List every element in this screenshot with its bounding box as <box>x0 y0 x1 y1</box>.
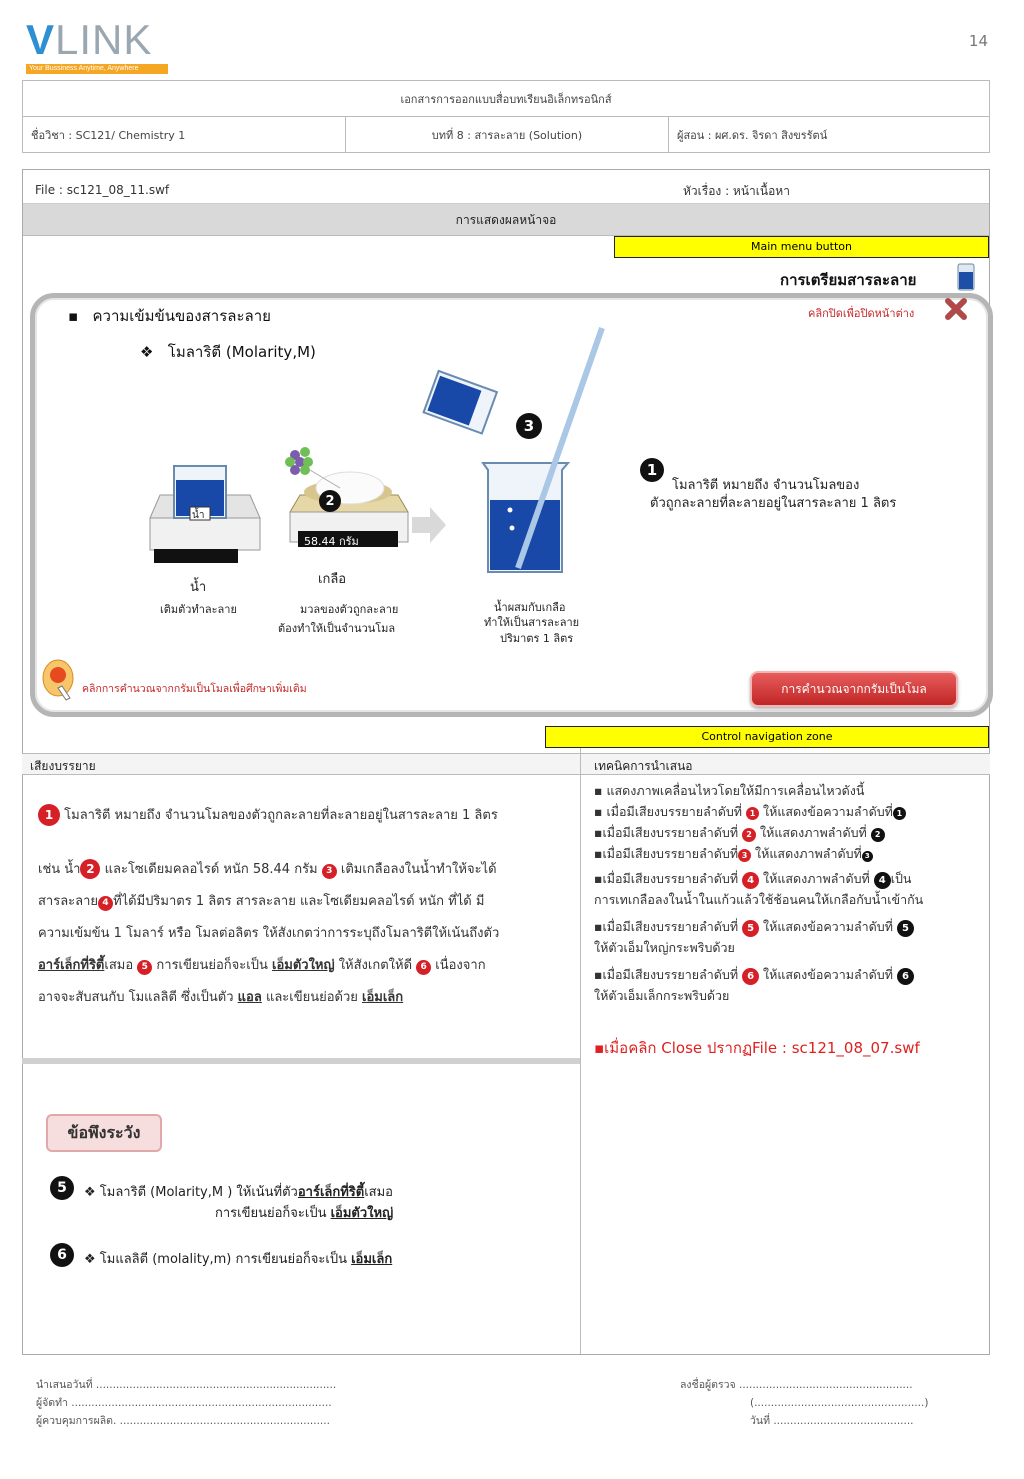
warn-w1d: การเขียนย่อก็จะเป็น <box>215 1206 331 1221</box>
narr-p2a: เช่น น้ำ <box>38 862 81 877</box>
logo-tagline: Your Bussiness Anytime, Anywhere <box>26 64 168 74</box>
narr-p5b: เสมอ <box>104 958 138 973</box>
tech-num-5b: 5 <box>897 920 914 937</box>
marker-3: 3 <box>516 413 542 439</box>
narr-p5f: เนื่องจาก <box>431 958 486 973</box>
narr-num-2: 2 <box>80 859 100 879</box>
display-label: การแสดงผลหน้าจอ <box>23 204 989 236</box>
narration-heading: เสียงบรรยาย <box>30 759 96 773</box>
technique-text <box>594 780 986 1059</box>
salt-label: เกลือ <box>318 572 347 587</box>
footer-r3: วันที่ .......................................... <box>750 1415 914 1427</box>
salt-desc-1: มวลของตัวถูกละลาย <box>300 603 399 616</box>
water-tag: น้ำ <box>192 510 205 521</box>
water-label: น้ำ <box>190 580 207 595</box>
instructor-cell: ผู้สอน : ผศ.ดร. จิรดา สิงขรรัตน์ <box>669 117 990 153</box>
vlink-logo <box>26 18 176 76</box>
footer-right <box>680 1376 928 1430</box>
control-nav-label: Control navigation zone <box>545 726 989 748</box>
narr-p6c: และเขียนย่อด้วย <box>261 990 363 1005</box>
warn-w2a: ❖ โมแลลิตี (molality,m) การเขียนย่อก็จะเป็น <box>84 1252 352 1267</box>
warn-w1c: เสมอ <box>364 1185 393 1200</box>
narr-num-1: 1 <box>38 804 60 826</box>
mix-desc-1: น้ำผสมกับเกลือ <box>494 601 566 614</box>
tech-t5c: เป็น <box>890 871 912 886</box>
footer-f3: ผู้ควบคุมการผลิต. ............................................................... <box>36 1415 330 1427</box>
marker-1: 1 <box>640 458 664 482</box>
narr-num-4: 4 <box>98 896 113 911</box>
doc-title: เอกสารการออกแบบสื่อบทเรียนอิเล็กทรอนิกส์ <box>23 81 990 117</box>
file-row <box>23 170 989 204</box>
footer-f2: ผู้จัดทำ .............................................................................. <box>36 1397 332 1409</box>
tech-num-3b: 3 <box>862 851 873 862</box>
tech-t2a: ▪ เมื่อมีเสียงบรรยายลำดับที่ <box>594 804 747 819</box>
page-number: 14 <box>968 32 988 50</box>
narr-p5c: การเขียนย่อก็จะเป็น <box>152 958 272 973</box>
columns-header <box>22 753 990 775</box>
narr-num-6: 6 <box>416 960 431 975</box>
close-hint: คลิกปิดเพื่อปิดหน้าต่าง <box>808 307 915 320</box>
mix-desc-3: ปริมาตร 1 ลิตร <box>500 632 574 645</box>
beaker-title-icon <box>955 262 977 292</box>
header-table <box>22 80 990 153</box>
topic: หัวเรื่อง : หน้าเนื้อหา <box>683 184 790 198</box>
logo-word: LINK <box>55 16 153 63</box>
narr-p5e: ให้สังเกตให้ดี <box>334 958 417 973</box>
footer-r2: (...................................................) <box>750 1397 929 1409</box>
footer-f1: นำเสนอวันที่ ........................................................................ <box>36 1379 337 1391</box>
tech-num-2: 2 <box>742 828 756 842</box>
tech-t3a: ▪เมื่อมีเสียงบรรยายลำดับที่ <box>594 825 743 840</box>
definition-line-1: โมลาริตี หมายถึง จำนวนโมลของ <box>672 478 860 493</box>
calc-hint[interactable]: คลิกการคำนวณจากกรัมเป็นโมลเพื่อศึกษาเพิ่มเติม <box>82 683 307 695</box>
footer-r1: ลงชื่อผู้ตรวจ .................................................... <box>680 1379 913 1391</box>
main-menu-label: Main menu button <box>614 236 989 258</box>
tech-t4a: ▪เมื่อมีเสียงบรรยายลำดับที่ <box>594 846 739 861</box>
tech-t6b: ให้แสดงข้อความลำดับที่ <box>759 919 897 934</box>
tech-close-note: ▪เมื่อคลิก Close ปรากฏFile : sc121_08_07.swf <box>594 1039 920 1057</box>
narr-p5a: อาร์เล็กที่ริตี้ <box>38 958 105 973</box>
tech-t5d: การเทเกลือลงในน้ำในแก้วแล้วใช้ช้อนคนให้เกลือกับน้ำเข้ากัน <box>594 892 924 907</box>
file-name: File : sc121_08_11.swf <box>35 183 170 197</box>
tech-t5b: ให้แสดงภาพลำดับที่ <box>759 871 874 886</box>
warn-num-5: 5 <box>50 1176 74 1200</box>
close-icon[interactable] <box>944 297 968 321</box>
tech-t6a: ▪เมื่อมีเสียงบรรยายลำดับที่ <box>594 919 743 934</box>
tech-num-4: 4 <box>742 872 759 889</box>
tech-num-4b: 4 <box>874 872 891 889</box>
screen-title: การเตรียมสารละลาย <box>780 271 917 289</box>
subject-cell: ชื่อวิชา : SC121/ Chemistry 1 <box>23 117 346 153</box>
narr-p1: โมลาริตี หมายถึง จำนวนโมลของตัวถูกละลายที่ละลายอยู่ในสารละลาย 1 ลิตร <box>64 808 498 823</box>
tech-num-1: 1 <box>746 807 759 820</box>
tech-t2b: ให้แสดงข้อความลำดับที่ <box>759 804 893 819</box>
arrow-icon <box>412 507 446 543</box>
warn-w2b: เอ็มเล็ก <box>351 1252 393 1267</box>
tech-t3b: ให้แสดงภาพลำดับที่ <box>756 825 871 840</box>
narr-p6a: อาจจะสับสนกับ โมแลลิตี ซึ่งเป็นตัว <box>38 990 238 1005</box>
column-divider <box>580 748 581 1354</box>
narr-p3a: สารละลาย <box>38 894 99 909</box>
tech-num-3: 3 <box>738 849 751 862</box>
narr-p4: ความเข้มข้น 1 โมลาร์ หรือ โมลต่อลิตร ให้สังเกตว่าการระบุถึงโมลาริตีให้เน้นถึงตัว <box>38 926 500 941</box>
click-hand-icon[interactable] <box>40 656 76 704</box>
water-desc: เติมตัวทำละลาย <box>160 603 237 616</box>
pouring-beaker <box>424 371 497 434</box>
tech-num-6: 6 <box>742 968 759 985</box>
warn-num-6: 6 <box>50 1243 74 1267</box>
salt-desc-2: ต้องทำให้เป็นจำนวนโมล <box>278 622 396 635</box>
tech-t7a: ▪เมื่อมีเสียงบรรยายลำดับที่ <box>594 967 743 982</box>
tech-num-1b: 1 <box>893 807 906 820</box>
lesson-cell: บทที่ 8 : สารละลาย (Solution) <box>346 117 669 153</box>
warn-w1a: ❖ โมลาริตี (Molarity,M ) ให้เน้นที่ตัว <box>84 1185 298 1200</box>
tech-num-2b: 2 <box>871 828 885 842</box>
beaker-mix <box>483 328 602 572</box>
bullet-concentration: ความเข้มข้นของสารละลาย <box>92 307 271 325</box>
narr-num-5: 5 <box>137 960 152 975</box>
tech-t7b: ให้แสดงข้อความลำดับที่ <box>759 967 897 982</box>
tech-t4b: ให้แสดงภาพลำดับที่ <box>751 846 862 861</box>
scale-value: 58.44 กรัม <box>304 535 359 548</box>
warn-w1e: เอ็มตัวใหญ่ <box>330 1206 394 1221</box>
narration-text <box>38 800 568 1014</box>
narr-p2b: และโซเดียมคลอไรด์ หนัก 58.44 กรัม <box>100 862 322 877</box>
mix-desc-2: ทำให้เป็นสารละลาย <box>484 616 580 629</box>
marker-2: 2 <box>319 490 341 512</box>
tech-t1: ▪ แสดงภาพเคลื่อนไหวโดยให้มีการเคลื่อนไหวดังนี้ <box>594 783 865 798</box>
narr-num-3: 3 <box>322 864 337 879</box>
logo-v: V <box>26 16 56 63</box>
warning-title: ข้อพึงระวัง <box>46 1114 162 1152</box>
tech-t6c: ให้ตัวเอ็มใหญ่กระพริบด้วย <box>594 940 735 955</box>
illustration <box>140 320 630 580</box>
definition-line-2: ตัวถูกละลายที่ละลายอยู่ในสารละลาย 1 ลิตร <box>650 496 897 511</box>
narr-p6d: เอ็มเล็ก <box>362 990 404 1005</box>
tech-num-5: 5 <box>742 920 759 937</box>
narr-p2c: เติมเกลือลงในน้ำทำให้จะได้ <box>336 862 497 877</box>
bullet-molarity: โมลาริตี (Molarity,M) <box>167 343 316 361</box>
footer-left <box>36 1376 336 1430</box>
narr-p6b: แอล <box>237 990 262 1005</box>
warn-w1b: อาร์เล็กที่ริตี้ <box>297 1185 365 1200</box>
tech-t5a: ▪เมื่อมีเสียงบรรยายลำดับที่ <box>594 871 743 886</box>
calc-button[interactable]: การคำนวณจากกรัมเป็นโมล <box>750 671 958 707</box>
narr-p3b: ที่ได้มีปริมาตร 1 ลิตร สารละลาย และโซเดียมคลอไรด์ หนัก ที่ได้ มี <box>113 894 485 909</box>
narration-divider <box>22 1058 580 1064</box>
tech-num-6b: 6 <box>897 968 914 985</box>
technique-heading: เทคนิคการนำเสนอ <box>594 759 693 773</box>
tech-t7c: ให้ตัวเอ็มเล็กกระพริบด้วย <box>594 988 730 1003</box>
narr-p5d: เอ็มตัวใหญ่ <box>272 958 335 973</box>
